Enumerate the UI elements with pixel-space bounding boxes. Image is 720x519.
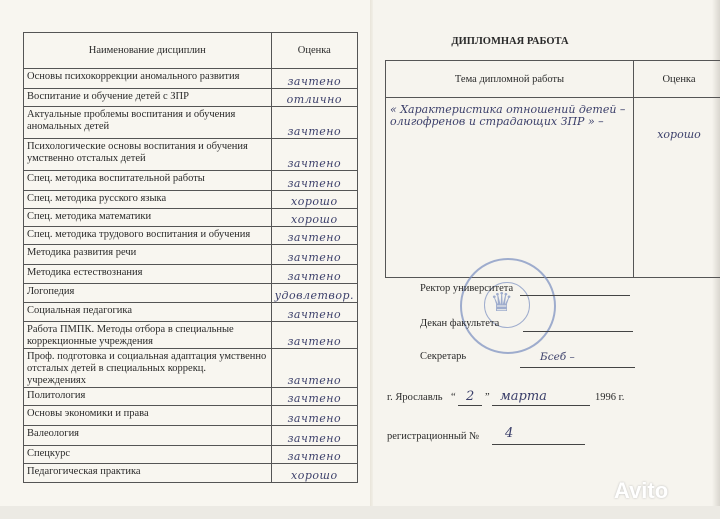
discipline-name: Спец. методика воспитательной работы	[24, 171, 272, 191]
discipline-name: Спец. методика трудового воспитания и обучения	[24, 227, 272, 245]
table-row	[24, 446, 358, 464]
discipline-name: Спец. методика русского языка	[24, 191, 272, 209]
registration-line	[492, 443, 585, 445]
thesis-grade: хорошо	[634, 98, 720, 278]
discipline-name: Социальная педагогика	[24, 303, 272, 322]
month-line	[492, 404, 590, 406]
theme-header: Тема дипломной работы	[386, 61, 634, 98]
table-row	[24, 191, 358, 209]
discipline-grade: зачтено	[271, 227, 357, 245]
discipline-name: Педагогическая практика	[24, 464, 272, 483]
thesis-table	[385, 60, 720, 278]
discipline-grade: зачтено	[271, 107, 357, 139]
dean-signature-line	[523, 330, 633, 332]
discipline-grade: хорошо	[271, 191, 357, 209]
avito-watermark: Avito	[614, 478, 669, 503]
table-row	[24, 245, 358, 265]
table-row	[24, 322, 358, 349]
table-row	[24, 209, 358, 227]
scan-border	[0, 506, 720, 519]
table-row	[24, 388, 358, 406]
discipline-name: Методика естествознания	[24, 265, 272, 284]
table-header	[24, 33, 358, 69]
discipline-name: Логопедия	[24, 284, 272, 303]
secretary-signature-line	[520, 366, 635, 368]
discipline-grade: отлично	[271, 89, 357, 107]
table-row	[24, 406, 358, 426]
table-row	[24, 349, 358, 388]
discipline-grade: зачтено	[271, 426, 357, 446]
discipline-grade: зачтено	[271, 349, 357, 388]
thesis-title: ДИПЛОМНАЯ РАБОТА	[451, 36, 569, 47]
discipline-name: Психологические основы воспитания и обучения умственно отсталых детей	[24, 139, 272, 171]
discipline-name: Основы психокоррекции аномального развития	[24, 69, 272, 89]
discipline-grade: зачтено	[271, 446, 357, 464]
dean-label: Декан факультета	[420, 318, 500, 329]
table-row	[24, 139, 358, 171]
rector-signature-line	[520, 294, 630, 296]
discipline-name: Проф. подготовка и социальная адаптация умственно отсталых детей в специальных коррекц. учреждениях	[24, 349, 272, 388]
discipline-grade: зачтено	[271, 303, 357, 322]
quote-open: “	[451, 392, 456, 403]
grade-header: Оценка	[634, 61, 720, 98]
page-fold	[370, 0, 373, 519]
date-month: марта	[500, 389, 547, 404]
day-line	[458, 404, 482, 406]
quote-close: ”	[485, 392, 490, 403]
discipline-grade: зачтено	[271, 171, 357, 191]
table-header	[386, 61, 720, 98]
date-city: г. Ярославль	[387, 392, 443, 403]
discipline-grade: зачтено	[271, 139, 357, 171]
registration-number: 4	[505, 426, 514, 441]
discipline-grade: зачтено	[271, 388, 357, 406]
discipline-name: Методика развития речи	[24, 245, 272, 265]
discipline-grade: хорошо	[271, 209, 357, 227]
registration-label: регистрационный №	[387, 431, 480, 442]
discipline-header: Наименование дисциплин	[24, 33, 272, 69]
rector-label: Ректор университета	[420, 283, 514, 294]
discipline-name: Политология	[24, 388, 272, 406]
discipline-name: Основы экономики и права	[24, 406, 272, 426]
table-row	[24, 227, 358, 245]
thesis-theme: « Характеристика отношений детей – олигофренов и страдающих ЗПР » –	[386, 98, 634, 278]
discipline-grade: удовлетвор.	[271, 284, 357, 303]
date-year: 1996 г.	[595, 392, 625, 403]
grade-header: Оценка	[271, 33, 357, 69]
discipline-name: Спецкурс	[24, 446, 272, 464]
table-row	[24, 265, 358, 284]
table-row	[24, 464, 358, 483]
discipline-name: Воспитание и обучение детей с ЗПР	[24, 89, 272, 107]
table-row	[24, 89, 358, 107]
table-row	[24, 69, 358, 89]
table-row	[24, 107, 358, 139]
secretary-signature: Бсеб –	[540, 351, 575, 363]
table-row	[24, 426, 358, 446]
discipline-grade: зачтено	[271, 406, 357, 426]
secretary-label: Секретарь	[420, 351, 467, 362]
table-row	[24, 303, 358, 322]
date-day: 2	[466, 389, 475, 404]
table-row	[24, 284, 358, 303]
eagle-emblem-icon: ♛	[490, 288, 514, 317]
discipline-grade: зачтено	[271, 245, 357, 265]
discipline-grade: зачтено	[271, 265, 357, 284]
discipline-name: Валеология	[24, 426, 272, 446]
disciplines-table	[23, 32, 358, 483]
discipline-name: Работа ПМПК. Методы отбора в специальные коррекционные учреждения	[24, 322, 272, 349]
table-row	[24, 171, 358, 191]
discipline-grade: хорошо	[271, 464, 357, 483]
discipline-grade: зачтено	[271, 69, 357, 89]
discipline-name: Спец. методика математики	[24, 209, 272, 227]
discipline-name: Актуальные проблемы воспитания и обучения аномальных детей	[24, 107, 272, 139]
discipline-grade: зачтено	[271, 322, 357, 349]
table-row	[386, 98, 720, 278]
